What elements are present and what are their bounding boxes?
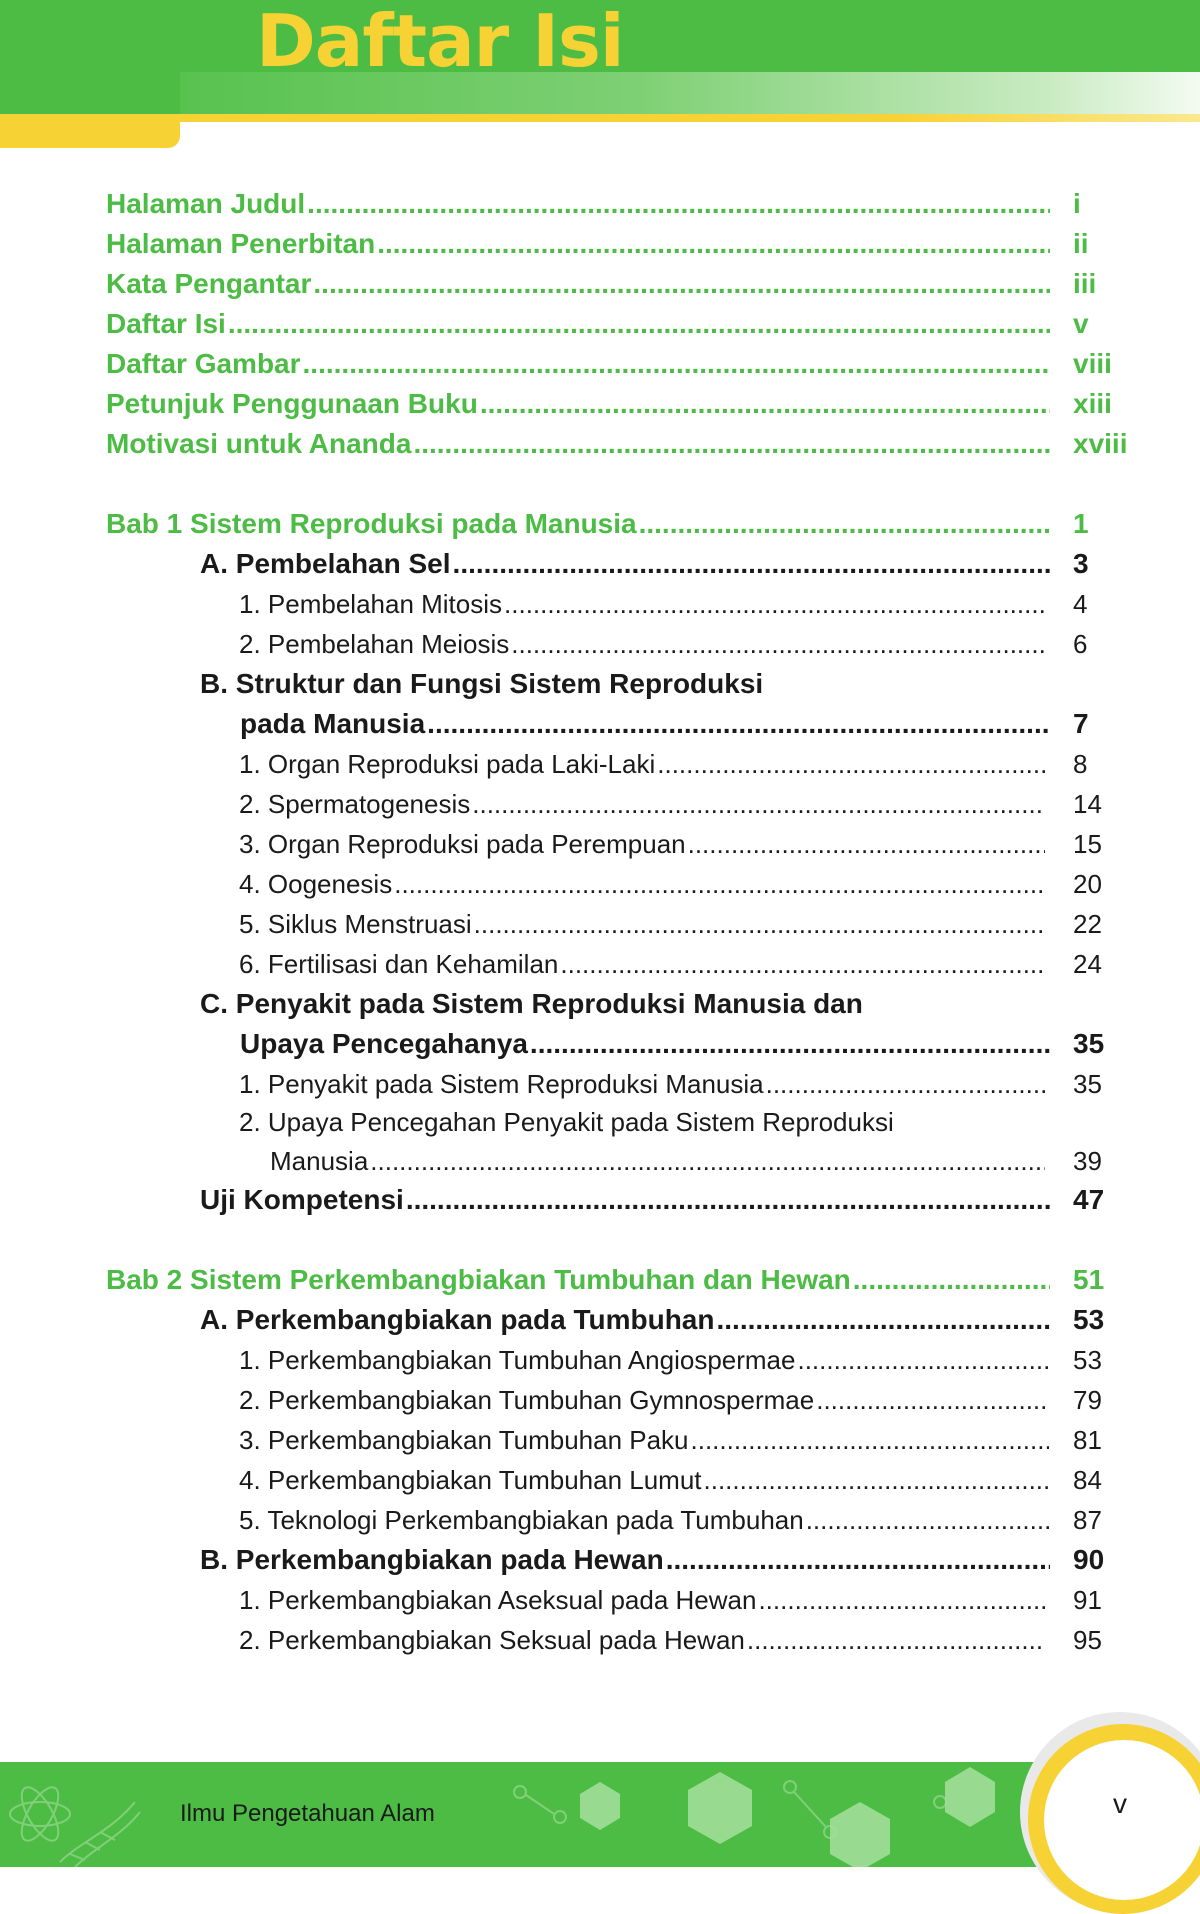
- page-badge: [1044, 1740, 1200, 1900]
- toc-entry-label: Petunjuk Penggunaan Buku: [106, 388, 478, 419]
- toc-item-label: 5. Siklus Menstruasi: [239, 909, 472, 939]
- toc-leader-dots: [427, 704, 1050, 744]
- toc-section-struktur-line1[interactable]: B. Struktur dan Fungsi Sistem Reproduksi: [200, 668, 764, 699]
- toc-entry-page: 87: [1073, 1505, 1102, 1535]
- toc-chapter-bab-2[interactable]: [106, 1260, 1050, 1300]
- toc-item-teknologi[interactable]: [239, 1500, 1049, 1540]
- toc-entry-page: 35: [1073, 1028, 1105, 1059]
- toc-entry-page: 24: [1073, 949, 1102, 979]
- toc-entry-daftar-isi[interactable]: [106, 304, 1050, 344]
- toc-entry-page: i: [1073, 188, 1081, 219]
- toc-entry-label: Daftar Gambar: [106, 348, 301, 379]
- toc-leader-dots: [704, 1460, 1049, 1500]
- toc-entry-motivasi[interactable]: [106, 424, 1050, 464]
- toc-item-mitosis[interactable]: [239, 584, 1045, 624]
- toc-entry-page: 95: [1073, 1625, 1102, 1655]
- toc-leader-dots: [480, 384, 1050, 424]
- toc-leader-dots: [406, 1180, 1050, 1220]
- toc-item-label: 2. Perkembangbiakan Seksual pada Hewan: [239, 1625, 745, 1655]
- toc-leader-dots: [853, 1260, 1050, 1300]
- toc-item-lumut[interactable]: [239, 1460, 1049, 1500]
- toc-item-label: 1. Organ Reproduksi pada Laki-Laki: [239, 749, 656, 779]
- toc-entry-page: 47: [1073, 1184, 1105, 1215]
- toc-leader-dots: [228, 304, 1050, 344]
- toc-leader-dots: [472, 784, 1045, 824]
- toc-item-label: 5. Teknologi Perkembangbiakan pada Tumbuhan: [239, 1505, 804, 1535]
- toc-leader-dots: [766, 1064, 1045, 1104]
- toc-entry-page: 53: [1073, 1345, 1102, 1375]
- toc-leader-dots: [370, 1141, 1045, 1181]
- toc-entry-page: 3: [1073, 548, 1089, 579]
- toc-chapter-label: Bab 1 Sistem Reproduksi pada Manusia: [106, 508, 637, 539]
- toc-entry-petunjuk[interactable]: [106, 384, 1050, 424]
- toc-item-upaya-line1[interactable]: 2. Upaya Pencegahan Penyakit pada Sistem Reproduksi: [239, 1107, 894, 1137]
- toc-leader-dots: [394, 864, 1045, 904]
- toc-entry-page: 51: [1073, 1264, 1105, 1295]
- toc-leader-dots: [657, 744, 1045, 784]
- toc-item-label: 4. Perkembangbiakan Tumbuhan Lumut: [239, 1465, 702, 1495]
- molecule-pattern-icon: [0, 1762, 1040, 1867]
- toc-section-tumbuhan[interactable]: [200, 1300, 1050, 1340]
- toc-leader-dots: [758, 1580, 1045, 1620]
- toc-entry-page: ii: [1073, 228, 1089, 259]
- toc-entry-page: iii: [1073, 268, 1097, 299]
- toc-section-uji-kompetensi[interactable]: [200, 1180, 1050, 1220]
- toc-item-organ-laki[interactable]: [239, 744, 1045, 784]
- toc-section-label: A. Pembelahan Sel: [200, 548, 451, 579]
- toc-item-label: Manusia: [270, 1146, 369, 1176]
- toc-entry-page: viii: [1073, 348, 1112, 379]
- toc-section-label: Uji Kompetensi: [200, 1184, 404, 1215]
- toc-item-upaya[interactable]: [270, 1141, 1045, 1181]
- toc-item-meiosis[interactable]: [239, 624, 1045, 664]
- toc-leader-dots: [474, 904, 1045, 944]
- toc-entry-page: 14: [1073, 789, 1102, 819]
- toc-entry-page: xviii: [1073, 428, 1128, 459]
- toc-entry-halaman-judul[interactable]: [106, 184, 1050, 224]
- toc-entry-halaman-penerbitan[interactable]: [106, 224, 1050, 264]
- toc-item-angiospermae[interactable]: [239, 1340, 1049, 1380]
- toc-leader-dots: [511, 624, 1045, 664]
- toc-item-label: 3. Organ Reproduksi pada Perempuan: [239, 829, 686, 859]
- toc-entry-page: 20: [1073, 869, 1102, 899]
- page-title: Daftar Isi: [256, 0, 624, 83]
- toc-item-seksual[interactable]: [239, 1620, 1045, 1660]
- toc-leader-dots: [413, 424, 1050, 464]
- toc-entry-page: 4: [1073, 589, 1088, 619]
- toc-entry-page: 79: [1073, 1385, 1102, 1415]
- toc-leader-dots: [560, 944, 1045, 984]
- toc-leader-dots: [691, 1420, 1049, 1460]
- toc-leader-dots: [377, 224, 1050, 264]
- toc-leader-dots: [639, 504, 1050, 544]
- toc-item-label: 1. Pembelahan Mitosis: [239, 589, 503, 619]
- toc-leader-dots: [747, 1620, 1045, 1660]
- toc-item-fertilisasi[interactable]: [239, 944, 1045, 984]
- toc-item-aseksual[interactable]: [239, 1580, 1045, 1620]
- toc-section-label: B. Perkembangbiakan pada Hewan: [200, 1544, 664, 1575]
- toc-leader-dots: [504, 584, 1045, 624]
- toc-leader-dots: [806, 1500, 1049, 1540]
- toc-entry-label: Halaman Penerbitan: [106, 228, 376, 259]
- toc-entry-label: Motivasi untuk Ananda: [106, 428, 412, 459]
- toc-item-siklus-menstruasi[interactable]: [239, 904, 1045, 944]
- toc-leader-dots: [688, 824, 1045, 864]
- toc-leader-dots: [797, 1340, 1049, 1380]
- toc-entry-label: Kata Pengantar: [106, 268, 312, 299]
- toc-item-label: 3. Perkembangbiakan Tumbuhan Paku: [239, 1425, 689, 1455]
- toc-entry-page: xiii: [1073, 388, 1112, 419]
- toc-item-label: 1. Perkembangbiakan Tumbuhan Angiospermae: [239, 1345, 796, 1375]
- toc-entry-page: 91: [1073, 1585, 1102, 1615]
- toc-item-oogenesis[interactable]: [239, 864, 1045, 904]
- toc-entry-page: 15: [1073, 829, 1102, 859]
- toc-item-paku[interactable]: [239, 1420, 1049, 1460]
- toc-leader-dots: [530, 1024, 1050, 1064]
- toc-section-struktur[interactable]: [240, 704, 1050, 744]
- toc-item-label: 1. Perkembangbiakan Aseksual pada Hewan: [239, 1585, 757, 1615]
- footer-subject: Ilmu Pengetahuan Alam: [180, 1800, 435, 1827]
- toc-entry-page: 22: [1073, 909, 1102, 939]
- toc-section-hewan[interactable]: [200, 1540, 1050, 1580]
- toc-item-label: 2. Perkembangbiakan Tumbuhan Gymnospermae: [239, 1385, 815, 1415]
- header-yellow-line: [180, 114, 1200, 122]
- toc-leader-dots: [313, 264, 1050, 304]
- toc-item-label: 4. Oogenesis: [239, 869, 393, 899]
- toc-leader-dots: [716, 1300, 1050, 1340]
- toc-entry-page: 81: [1073, 1425, 1102, 1455]
- page-number: v: [1113, 1788, 1127, 1819]
- toc-item-spermatogenesis[interactable]: [239, 784, 1045, 824]
- toc-entry-page: 84: [1073, 1465, 1102, 1495]
- toc-entry-page: 90: [1073, 1544, 1105, 1575]
- header-green-overlay: [0, 0, 180, 114]
- toc-leader-dots: [303, 344, 1050, 384]
- toc-entry-label: Halaman Judul: [106, 188, 306, 219]
- toc-entry-page: 35: [1073, 1069, 1102, 1099]
- toc-section-label: Upaya Pencegahanya: [240, 1028, 528, 1059]
- toc-item-organ-perempuan[interactable]: [239, 824, 1045, 864]
- toc-item-label: 1. Penyakit pada Sistem Reproduksi Manusia: [239, 1069, 764, 1099]
- toc-item-label: 2. Spermatogenesis: [239, 789, 471, 819]
- toc-leader-dots: [816, 1380, 1049, 1420]
- toc-entry-page: v: [1073, 308, 1089, 339]
- toc-leader-dots: [666, 1540, 1050, 1580]
- toc-entry-daftar-gambar[interactable]: [106, 344, 1050, 384]
- toc-item-gymnospermae[interactable]: [239, 1380, 1049, 1420]
- toc-entry-page: 53: [1073, 1304, 1105, 1335]
- toc-section-pembelahan-sel[interactable]: [200, 544, 1050, 584]
- toc-entry-label: Daftar Isi: [106, 308, 226, 339]
- toc-entry-kata-pengantar[interactable]: [106, 264, 1050, 304]
- toc-leader-dots: [453, 544, 1050, 584]
- toc-section-label: A. Perkembangbiakan pada Tumbuhan: [200, 1304, 715, 1335]
- toc-entry-page: 39: [1073, 1146, 1102, 1176]
- toc-entry-page: 1: [1073, 508, 1089, 539]
- toc-leader-dots: [307, 184, 1050, 224]
- toc-entry-page: 7: [1073, 708, 1089, 739]
- toc-chapter-label: Bab 2 Sistem Perkembangbiakan Tumbuhan dan Hewan: [106, 1264, 851, 1295]
- toc-entry-page: 6: [1073, 629, 1088, 659]
- toc-entry-page: 8: [1073, 749, 1088, 779]
- toc-section-penyakit[interactable]: [240, 1024, 1050, 1064]
- toc-item-label: 2. Pembelahan Meiosis: [239, 629, 510, 659]
- toc-item-penyakit-reproduksi[interactable]: [239, 1064, 1045, 1104]
- toc-section-penyakit-line1[interactable]: C. Penyakit pada Sistem Reproduksi Manusia dan: [200, 988, 863, 1019]
- toc-item-label: 6. Fertilisasi dan Kehamilan: [239, 949, 559, 979]
- toc-chapter-bab-1[interactable]: [106, 504, 1050, 544]
- toc-section-label: pada Manusia: [240, 708, 426, 739]
